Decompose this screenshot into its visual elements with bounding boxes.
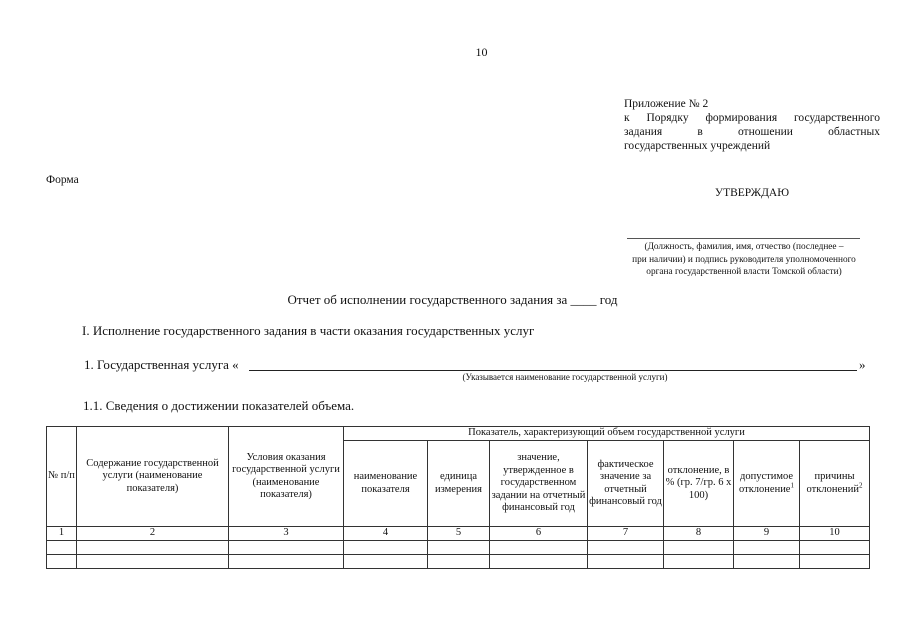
table-cell: [800, 541, 870, 555]
table-cell: [664, 555, 734, 569]
reasons-label: причины отклонений: [806, 471, 859, 495]
service-caption: (Указывается наименование государственной услуги): [462, 372, 668, 382]
col-number: 5: [428, 527, 490, 541]
table-cell: [588, 555, 664, 569]
col-number: 2: [77, 527, 229, 541]
footnote-1: 1: [790, 481, 794, 489]
table-cell: [229, 541, 344, 555]
signature-line: [627, 238, 860, 239]
report-title: Отчет об исполнении государственного задания за ____ год: [287, 292, 618, 307]
table-cell: [490, 541, 588, 555]
col-number: 3: [229, 527, 344, 541]
service-label: 1. Государственная услуга «: [84, 357, 239, 372]
table-cell: [800, 555, 870, 569]
table-cell: [229, 555, 344, 569]
section-title: I. Исполнение государственного задания в части оказания государственных услуг: [82, 323, 535, 338]
table-cell: [490, 555, 588, 569]
form-label: Форма: [46, 174, 79, 186]
table-cell: [734, 541, 800, 555]
col-number: 9: [734, 527, 800, 541]
signature-caption-line-2: при наличии) и подпись руководителя уполномоченного: [632, 254, 856, 265]
table-cell: [428, 555, 490, 569]
subsection-title: 1.1. Сведения о достижении показателей объема.: [83, 398, 355, 413]
signature-caption-line-1: (Должность, фамилия, имя, отчество (последнее –: [644, 242, 844, 252]
table-cell: [588, 541, 664, 555]
table-cell: [734, 555, 800, 569]
col-header-content: Содержание государственной услуги (наименование показателя): [77, 427, 229, 527]
signature-caption-line-3: органа государственной власти Томской области): [646, 267, 842, 277]
table-cell: [77, 541, 229, 555]
table-row: [47, 541, 870, 555]
service-close-quote: »: [859, 357, 866, 372]
col-header-unit: единица измерения: [428, 441, 490, 527]
allowed-label: допустимое отклонение: [739, 471, 793, 495]
table-cell: [664, 541, 734, 555]
service-line: [84, 357, 874, 373]
table-row: [47, 555, 870, 569]
footnote-2: 2: [858, 481, 863, 489]
annex-block: [624, 97, 880, 153]
group-header-volume: Показатель, характеризующий объем государственной услуги: [344, 427, 870, 441]
col-header-indicator-name: наименование показателя: [344, 441, 428, 527]
signature-caption: [600, 241, 888, 279]
col-number: 7: [588, 527, 664, 541]
table-cell: [344, 541, 428, 555]
col-header-conditions: Условия оказания государственной услуги (наименование показателя): [229, 427, 344, 527]
col-header-deviation: отклонение, в % (гр. 7/гр. 6 x 100): [664, 441, 734, 527]
col-number: 10: [800, 527, 870, 541]
col-header-allowed: [734, 441, 800, 527]
table-cell: [47, 555, 77, 569]
table-cell: [47, 541, 77, 555]
annex-line-3: задания в отношении областных: [624, 126, 880, 138]
approve-heading: УТВЕРЖДАЮ: [714, 187, 790, 199]
table-cell: [77, 555, 229, 569]
annex-line-1: Приложение № 2: [624, 98, 709, 110]
col-header-no: № п/п: [47, 427, 77, 527]
page-number: 10: [475, 45, 488, 59]
service-name-blank: [249, 370, 857, 371]
col-number: 4: [344, 527, 428, 541]
col-number: 8: [664, 527, 734, 541]
annex-line-2: к Порядку формирования государственного: [624, 112, 880, 124]
col-header-reasons: [800, 441, 870, 527]
annex-line-4: государственных учреждений: [624, 140, 771, 152]
table-cell: [344, 555, 428, 569]
volume-indicators-table: [46, 426, 870, 569]
table-cell: [428, 541, 490, 555]
col-number: 1: [47, 527, 77, 541]
col-header-actual: фактическое значение за отчетный финансовый год: [588, 441, 664, 527]
col-number: 6: [490, 527, 588, 541]
col-header-planned: значение, утвержденное в государственном задании на отчетный финансовый год: [490, 441, 588, 527]
column-numbers-row: [47, 527, 870, 541]
